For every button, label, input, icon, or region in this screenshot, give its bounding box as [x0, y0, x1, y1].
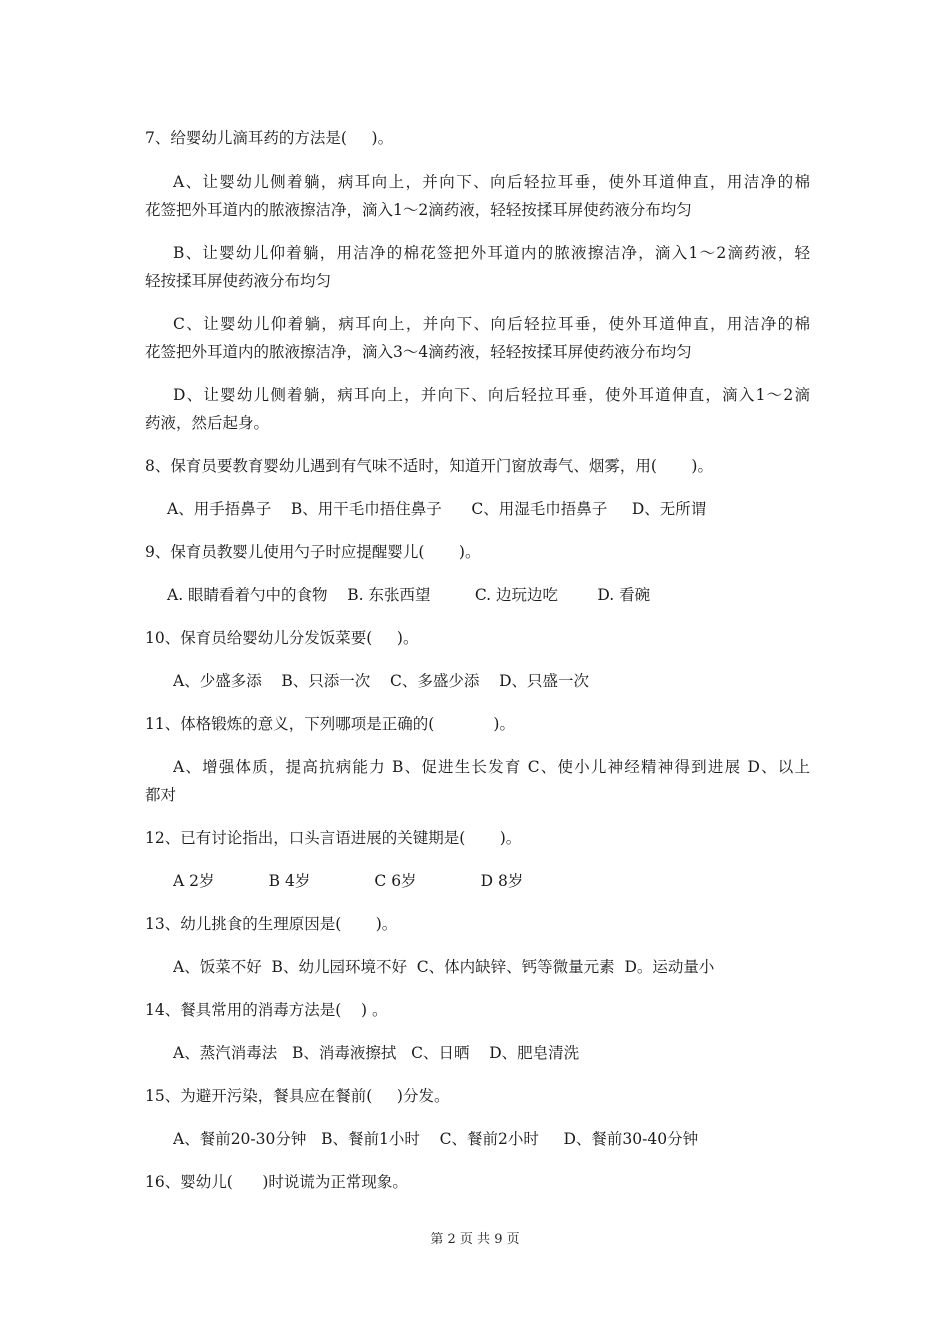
question-11-options-line2: 都对	[145, 786, 177, 804]
question-9-stem: 9、保育员教婴儿使用勺子时应提醒婴儿( )。	[145, 543, 481, 561]
question-14-stem: 14、餐具常用的消毒方法是( ) 。	[145, 1001, 388, 1019]
question-7-option-b-line1: B、让婴幼儿仰着躺，用洁净的棉花签把外耳道内的脓液擦洁净，滴入1～2滴药液，轻	[173, 244, 810, 262]
question-15-stem: 15、为避开污染，餐具应在餐前( )分发。	[145, 1087, 450, 1105]
question-7-stem: 7、给婴幼儿滴耳药的方法是( )。	[145, 129, 394, 147]
question-16-stem: 16、婴幼儿( )时说谎为正常现象。	[145, 1173, 408, 1191]
question-10-stem: 10、保育员给婴幼儿分发饭菜要( )。	[145, 629, 419, 647]
question-7-option-c-line2: 花签把外耳道内的脓液擦洁净，滴入3～4滴药液，轻轻按揉耳屏使药液分布均匀	[145, 343, 692, 361]
question-7-option-c-line1: C、让婴幼儿仰着躺，病耳向上，并向下、向后轻拉耳垂，使外耳道伸直，用洁净的棉	[173, 315, 810, 333]
question-list	[145, 124, 810, 1196]
question-7-option-d-line1: D、让婴幼儿侧着躺，病耳向上，并向下、向后轻拉耳垂，使外耳道伸直，滴入1～2滴	[173, 386, 810, 404]
question-15-options: A、餐前20-30分钟 B、餐前1小时 C、餐前2小时 D、餐前30-40分钟	[173, 1130, 699, 1148]
question-12-options: A 2岁 B 4岁 C 6岁 D 8岁	[173, 872, 524, 890]
question-13-stem: 13、幼儿挑食的生理原因是( )。	[145, 915, 398, 933]
question-13-options: A、饭菜不好 B、幼儿园环境不好 C、体内缺锌、钙等微量元素 D。运动量小	[173, 958, 715, 976]
question-7-option-b-line2: 轻按揉耳屏使药液分布均匀	[145, 272, 332, 290]
question-11-options-line1: A、增强体质，提高抗病能力 B、促进生长发育 C、使小儿神经精神得到进展 D、以上	[173, 758, 810, 776]
question-11-stem: 11、体格锻炼的意义，下列哪项是正确的( )。	[145, 715, 515, 733]
question-8-options: A、用手捂鼻子 B、用干毛巾捂住鼻子 C、用湿毛巾捂鼻子 D、无所谓	[167, 500, 707, 518]
question-8-stem: 8、保育员要教育婴幼儿遇到有气味不适时，知道开门窗放毒气、烟雾，用( )。	[145, 457, 713, 475]
question-7-option-a-line1: A、让婴幼儿侧着躺，病耳向上，并向下、向后轻拉耳垂，使外耳道伸直，用洁净的棉	[173, 173, 810, 191]
question-10-options: A、少盛多添 B、只添一次 C、多盛少添 D、只盛一次	[173, 672, 589, 690]
question-14-options: A、蒸汽消毒法 B、消毒液擦拭 C、日晒 D、肥皂清洗	[173, 1044, 580, 1062]
question-7-option-a-line2: 花签把外耳道内的脓液擦洁净，滴入1～2滴药液，轻轻按揉耳屏使药液分布均匀	[145, 201, 692, 219]
page-number-footer: 第 2 页 共 9 页	[430, 1232, 520, 1247]
question-12-stem: 12、已有讨论指出，口头言语进展的关键期是( )。	[145, 829, 522, 847]
question-7-option-d-line2: 药液，然后起身。	[145, 414, 270, 432]
question-9-options: A. 眼睛看着勺中的食物 B. 东张西望 C. 边玩边吃 D. 看碗	[167, 586, 651, 604]
